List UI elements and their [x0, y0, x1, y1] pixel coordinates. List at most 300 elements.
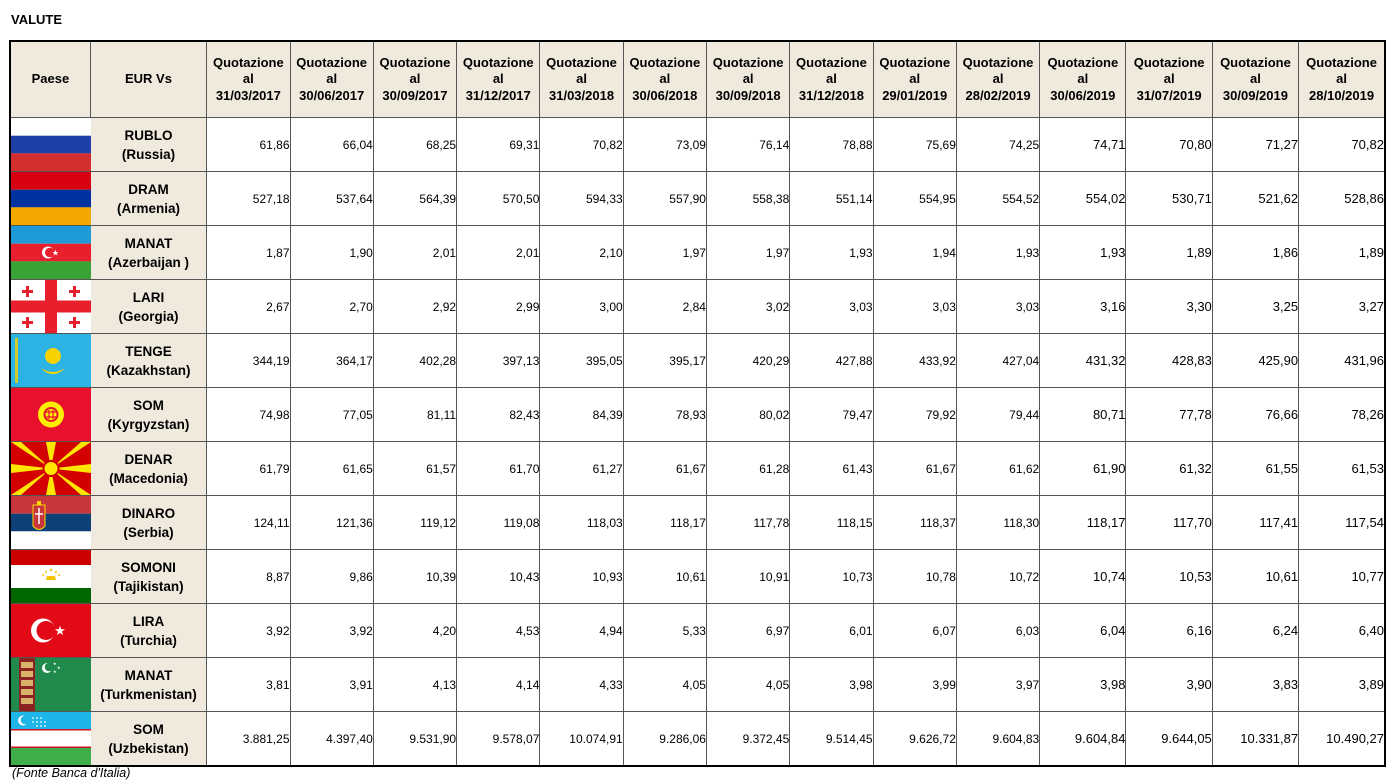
rate-cell: 3,30 — [1126, 280, 1212, 334]
currency-cell — [90, 388, 206, 442]
rate-cell: 402,28 — [373, 334, 456, 388]
rate-cell: 6,97 — [706, 604, 789, 658]
rate-cell: 1,97 — [623, 226, 706, 280]
rate-cell: 74,71 — [1040, 118, 1126, 172]
rate-cell: 427,88 — [790, 334, 873, 388]
rate-cell: 10,39 — [373, 550, 456, 604]
rate-cell: 2,99 — [457, 280, 540, 334]
rate-cell: 3,92 — [207, 604, 290, 658]
column-header-quote — [1299, 41, 1385, 118]
rate-cell: 61,67 — [873, 442, 956, 496]
rate-cell: 77,78 — [1126, 388, 1212, 442]
quote-header-date: 31/12/2018 — [798, 87, 864, 103]
quote-header-line: Quotazione — [629, 54, 701, 70]
column-header-quote — [457, 41, 540, 118]
rate-cell: 10,72 — [956, 550, 1039, 604]
quote-header-line: al — [992, 71, 1004, 87]
rate-cell: 4,33 — [540, 658, 623, 712]
quote-header-date: 30/09/2017 — [382, 87, 448, 103]
quote-header-date: 29/01/2019 — [882, 87, 948, 103]
country-name: (Georgia) — [118, 308, 179, 324]
quote-header-date: 30/06/2018 — [632, 87, 698, 103]
svg-text:★: ★ — [57, 665, 61, 670]
rate-cell: 9,86 — [290, 550, 373, 604]
rate-cell: 6,16 — [1126, 604, 1212, 658]
quote-header-line: Quotazione — [1220, 54, 1291, 70]
rate-cell: 61,67 — [623, 442, 706, 496]
flag-cell — [10, 334, 90, 388]
rate-cell: 5,33 — [623, 604, 706, 658]
currency-name: MANAT — [124, 667, 173, 683]
source-note: (Fonte Banca d'Italia) — [12, 766, 131, 780]
country-name: (Armenia) — [116, 200, 180, 216]
rate-cell: 3,25 — [1212, 280, 1298, 334]
rate-cell: 61,43 — [790, 442, 873, 496]
column-header-quote — [790, 41, 873, 118]
rate-cell: 6,04 — [1040, 604, 1126, 658]
rate-cell: 10,77 — [1299, 550, 1385, 604]
rate-cell: 2,01 — [373, 226, 456, 280]
rate-cell: 61,70 — [457, 442, 540, 496]
armenia-flag-icon — [11, 172, 91, 225]
currency-name: TENGE — [125, 343, 172, 359]
currency-cell — [90, 172, 206, 226]
rate-cell: 82,43 — [457, 388, 540, 442]
rate-cell: 4,20 — [373, 604, 456, 658]
svg-text:★: ★ — [53, 669, 57, 674]
rate-cell: 10.074,91 — [540, 712, 623, 767]
table-row — [10, 658, 1385, 712]
rate-cell: 74,25 — [956, 118, 1039, 172]
table-row — [10, 442, 1385, 496]
rate-cell: 1,93 — [790, 226, 873, 280]
quote-header-date: 30/09/2019 — [1222, 87, 1288, 103]
rate-cell: 117,41 — [1212, 496, 1298, 550]
rate-cell: 4,53 — [457, 604, 540, 658]
quote-header-line: al — [742, 71, 754, 87]
rate-cell: 66,04 — [290, 118, 373, 172]
table-row — [10, 118, 1385, 172]
rate-cell: 395,17 — [623, 334, 706, 388]
rate-cell: 2,92 — [373, 280, 456, 334]
uzbekistan-flag-icon — [11, 712, 91, 765]
rate-cell: 3,81 — [207, 658, 290, 712]
rate-cell: 3,16 — [1040, 280, 1126, 334]
rate-cell: 79,92 — [873, 388, 956, 442]
rate-cell: 1,97 — [706, 226, 789, 280]
rate-cell: 425,90 — [1212, 334, 1298, 388]
country-name: (Russia) — [121, 146, 176, 162]
rate-cell: 10,43 — [457, 550, 540, 604]
rate-cell: 3,03 — [873, 280, 956, 334]
rate-cell: 69,31 — [457, 118, 540, 172]
currency-name: LIRA — [132, 613, 165, 629]
column-header-country: Paese — [10, 41, 90, 118]
currency-cell — [90, 442, 206, 496]
rate-cell: 119,08 — [457, 496, 540, 550]
rate-cell: 78,26 — [1299, 388, 1385, 442]
column-header-quote — [1040, 41, 1126, 118]
country-name: (Kazakhstan) — [106, 362, 191, 378]
column-header-quote — [623, 41, 706, 118]
rate-cell: 3,98 — [790, 658, 873, 712]
flag-cell — [10, 658, 90, 712]
column-header-quote — [706, 41, 789, 118]
svg-text:★: ★ — [54, 624, 66, 639]
currency-cell — [90, 118, 206, 172]
rate-cell: 118,15 — [790, 496, 873, 550]
rate-cell: 84,39 — [540, 388, 623, 442]
rate-cell: 431,96 — [1299, 334, 1385, 388]
quote-header-line: Quotazione — [546, 54, 617, 70]
currency-name: SOMONI — [121, 559, 176, 575]
serbia-flag-icon — [11, 496, 91, 549]
quote-header-line: al — [826, 71, 837, 87]
rate-cell: 521,62 — [1212, 172, 1298, 226]
rate-cell: 9.531,90 — [373, 712, 456, 767]
quote-header-line: Quotazione — [712, 54, 784, 70]
rate-cell: 537,64 — [290, 172, 373, 226]
country-name: (Uzbekistan) — [108, 740, 189, 756]
rate-cell: 4,14 — [457, 658, 540, 712]
rate-cell: 3,00 — [540, 280, 623, 334]
rate-cell: 6,40 — [1299, 604, 1385, 658]
currency-cell — [90, 334, 206, 388]
flag-cell — [10, 280, 90, 334]
currency-name: DRAM — [128, 181, 169, 197]
rate-cell: 61,53 — [1299, 442, 1385, 496]
flag-cell — [10, 226, 90, 280]
country-name: (Turchia) — [120, 632, 177, 648]
svg-text:★: ★ — [51, 248, 60, 258]
turkey-flag-icon — [11, 604, 91, 657]
rate-cell: 118,03 — [540, 496, 623, 550]
rate-cell: 3,98 — [1040, 658, 1126, 712]
rate-cell: 1,93 — [1040, 226, 1126, 280]
rate-cell: 118,17 — [1040, 496, 1126, 550]
table-row — [10, 496, 1385, 550]
rate-cell: 10,61 — [1212, 550, 1298, 604]
quote-header-line: al — [1077, 71, 1089, 87]
quote-header-line: Quotazione — [796, 54, 867, 70]
rate-cell: 3,27 — [1299, 280, 1385, 334]
rate-cell: 570,50 — [457, 172, 540, 226]
rate-cell: 10,91 — [706, 550, 789, 604]
rate-cell: 61,62 — [956, 442, 1039, 496]
table-row — [10, 388, 1385, 442]
currency-name: LARI — [132, 289, 165, 305]
rate-cell: 9.372,45 — [706, 712, 789, 767]
quote-header-line: Quotazione — [879, 54, 951, 70]
rate-cell: 1,89 — [1126, 226, 1212, 280]
currency-name: SOM — [133, 721, 164, 737]
rate-cell: 431,32 — [1040, 334, 1126, 388]
rate-cell: 10.490,27 — [1299, 712, 1385, 767]
currency-cell — [90, 496, 206, 550]
column-header-quote — [207, 41, 290, 118]
rate-cell: 2,67 — [207, 280, 290, 334]
rate-cell: 4,13 — [373, 658, 456, 712]
quote-header-date: 28/02/2019 — [965, 87, 1031, 103]
rate-cell: 528,86 — [1299, 172, 1385, 226]
rate-cell: 2,10 — [540, 226, 623, 280]
country-name: (Turkmenistan) — [100, 686, 197, 702]
rate-cell: 10.331,87 — [1212, 712, 1298, 767]
rate-cell: 1,87 — [207, 226, 290, 280]
rate-cell: 118,17 — [623, 496, 706, 550]
quote-header-date: 30/06/2017 — [299, 87, 365, 103]
rate-cell: 61,86 — [207, 118, 290, 172]
rate-cell: 3,03 — [956, 280, 1039, 334]
rate-cell: 397,13 — [457, 334, 540, 388]
table-row — [10, 550, 1385, 604]
country-name: (Kyrgyzstan) — [107, 416, 190, 432]
rate-cell: 70,82 — [1299, 118, 1385, 172]
rate-cell: 3,99 — [873, 658, 956, 712]
rate-cell: 117,78 — [706, 496, 789, 550]
rate-cell: 118,30 — [956, 496, 1039, 550]
quote-header-line: Quotazione — [1047, 54, 1119, 70]
page-title: VALUTE — [11, 12, 63, 27]
quote-header-line: Quotazione — [962, 54, 1034, 70]
rate-cell: 4.397,40 — [290, 712, 373, 767]
currency-cell — [90, 604, 206, 658]
rate-cell: 118,37 — [873, 496, 956, 550]
rate-cell: 77,05 — [290, 388, 373, 442]
rate-cell: 3,83 — [1212, 658, 1298, 712]
rate-cell: 9.604,84 — [1040, 712, 1126, 767]
column-header-quote — [540, 41, 623, 118]
quote-header-line: Quotazione — [212, 54, 284, 70]
rate-cell: 6,01 — [790, 604, 873, 658]
rate-cell: 9.578,07 — [457, 712, 540, 767]
turkmenistan-flag-icon — [11, 658, 91, 711]
rate-cell: 10,73 — [790, 550, 873, 604]
column-header-currency: EUR Vs — [90, 41, 206, 118]
kyrgyzstan-flag-icon — [11, 388, 91, 441]
rate-cell: 9.644,05 — [1126, 712, 1212, 767]
rate-cell: 10,74 — [1040, 550, 1126, 604]
rate-cell: 75,69 — [873, 118, 956, 172]
kazakhstan-flag-icon — [11, 334, 91, 387]
rate-cell: 564,39 — [373, 172, 456, 226]
rate-cell: 4,05 — [623, 658, 706, 712]
rate-cell: 10,53 — [1126, 550, 1212, 604]
rate-cell: 6,24 — [1212, 604, 1298, 658]
table-row — [10, 334, 1385, 388]
quote-header-line: al — [909, 71, 921, 87]
rate-cell: 3,02 — [706, 280, 789, 334]
quote-header-line: Quotazione — [379, 54, 451, 70]
quote-header-line: al — [1336, 71, 1347, 87]
quote-header-line: Quotazione — [1306, 54, 1377, 70]
rate-cell: 3,91 — [290, 658, 373, 712]
currency-cell — [90, 712, 206, 767]
rate-cell: 2,70 — [290, 280, 373, 334]
rate-cell: 10,78 — [873, 550, 956, 604]
rate-cell: 61,79 — [207, 442, 290, 496]
column-header-quote — [290, 41, 373, 118]
quote-header-line: al — [659, 71, 671, 87]
rate-cell: 551,14 — [790, 172, 873, 226]
header-row — [10, 41, 1385, 118]
rate-cell: 557,90 — [623, 172, 706, 226]
column-header-quote — [873, 41, 956, 118]
azerbaijan-flag-icon — [11, 226, 91, 279]
currency-name: SOM — [133, 397, 164, 413]
macedonia-flag-icon — [11, 442, 91, 495]
rate-cell: 8,87 — [207, 550, 290, 604]
georgia-flag-icon — [11, 280, 91, 333]
rate-cell: 2,01 — [457, 226, 540, 280]
flag-cell — [10, 496, 90, 550]
russia-flag-icon — [11, 118, 91, 171]
rate-cell: 80,02 — [706, 388, 789, 442]
flag-cell — [10, 604, 90, 658]
rate-cell: 61,57 — [373, 442, 456, 496]
rate-cell: 78,88 — [790, 118, 873, 172]
rate-cell: 554,52 — [956, 172, 1039, 226]
flag-cell — [10, 712, 90, 767]
flag-cell — [10, 550, 90, 604]
country-name: (Tajikistan) — [113, 578, 184, 594]
country-name: (Azerbaijan ) — [107, 254, 189, 270]
rate-cell: 1,93 — [956, 226, 1039, 280]
rate-cell: 3.881,25 — [207, 712, 290, 767]
rate-cell: 428,83 — [1126, 334, 1212, 388]
rate-cell: 76,14 — [706, 118, 789, 172]
quote-header-line: Quotazione — [1133, 54, 1205, 70]
quote-header-line: al — [326, 71, 338, 87]
rate-cell: 70,80 — [1126, 118, 1212, 172]
rate-cell: 61,32 — [1126, 442, 1212, 496]
table-row — [10, 226, 1385, 280]
rate-cell: 78,93 — [623, 388, 706, 442]
rate-cell: 9.626,72 — [873, 712, 956, 767]
rate-cell: 594,33 — [540, 172, 623, 226]
rate-cell: 117,54 — [1299, 496, 1385, 550]
rate-cell: 74,98 — [207, 388, 290, 442]
flag-cell — [10, 442, 90, 496]
quote-header-date: 31/03/2017 — [215, 87, 281, 103]
table-row — [10, 712, 1385, 767]
rate-cell: 558,38 — [706, 172, 789, 226]
currency-name: MANAT — [124, 235, 173, 251]
quote-header-date: 30/09/2018 — [715, 87, 781, 103]
rate-cell: 395,05 — [540, 334, 623, 388]
rate-cell: 81,11 — [373, 388, 456, 442]
currency-name: DINARO — [121, 505, 176, 521]
rate-cell: 427,04 — [956, 334, 1039, 388]
country-name: (Serbia) — [123, 524, 174, 540]
rate-cell: 124,11 — [207, 496, 290, 550]
quote-header-line: al — [409, 71, 421, 87]
table-row — [10, 172, 1385, 226]
quote-header-line: al — [492, 71, 504, 87]
rate-cell: 420,29 — [706, 334, 789, 388]
rate-cell: 527,18 — [207, 172, 290, 226]
tajikistan-flag-icon — [11, 550, 91, 603]
rate-cell: 364,17 — [290, 334, 373, 388]
quote-header-line: al — [242, 71, 254, 87]
rate-cell: 10,61 — [623, 550, 706, 604]
rate-cell: 61,90 — [1040, 442, 1126, 496]
rate-cell: 6,03 — [956, 604, 1039, 658]
rate-cell: 3,03 — [790, 280, 873, 334]
flag-cell — [10, 388, 90, 442]
quote-header-line: al — [1163, 71, 1175, 87]
column-header-quote — [1212, 41, 1298, 118]
rate-cell: 76,66 — [1212, 388, 1298, 442]
rate-cell: 433,92 — [873, 334, 956, 388]
currency-cell — [90, 280, 206, 334]
rate-cell: 9.514,45 — [790, 712, 873, 767]
rate-cell: 80,71 — [1040, 388, 1126, 442]
rate-cell: 530,71 — [1126, 172, 1212, 226]
rate-cell: 79,44 — [956, 388, 1039, 442]
table-row — [10, 280, 1385, 334]
flag-cell — [10, 172, 90, 226]
rate-cell: 70,82 — [540, 118, 623, 172]
rate-cell: 554,95 — [873, 172, 956, 226]
rate-cell: 79,47 — [790, 388, 873, 442]
rate-cell: 4,05 — [706, 658, 789, 712]
rate-cell: 1,86 — [1212, 226, 1298, 280]
rate-cell: 3,90 — [1126, 658, 1212, 712]
rate-cell: 121,36 — [290, 496, 373, 550]
rate-cell: 61,28 — [706, 442, 789, 496]
currency-name: DENAR — [124, 451, 173, 467]
column-header-quote — [956, 41, 1039, 118]
flag-cell — [10, 118, 90, 172]
quote-header-line: al — [576, 71, 587, 87]
svg-text:★: ★ — [53, 661, 57, 666]
exchange-rates-table — [9, 40, 1386, 767]
column-header-quote — [373, 41, 456, 118]
currency-cell — [90, 226, 206, 280]
quote-header-date: 28/10/2019 — [1309, 87, 1375, 103]
rate-cell: 3,89 — [1299, 658, 1385, 712]
country-name: (Macedonia) — [109, 470, 188, 486]
rate-cell: 117,70 — [1126, 496, 1212, 550]
quote-header-date: 31/03/2018 — [549, 87, 615, 103]
rate-cell: 4,94 — [540, 604, 623, 658]
rate-cell: 1,90 — [290, 226, 373, 280]
rate-cell: 119,12 — [373, 496, 456, 550]
quote-header-line: Quotazione — [296, 54, 368, 70]
currency-cell — [90, 550, 206, 604]
rate-cell: 71,27 — [1212, 118, 1298, 172]
rate-cell: 61,27 — [540, 442, 623, 496]
rate-cell: 3,97 — [956, 658, 1039, 712]
rate-cell: 344,19 — [207, 334, 290, 388]
rate-cell: 61,65 — [290, 442, 373, 496]
rate-cell: 6,07 — [873, 604, 956, 658]
rate-cell: 2,84 — [623, 280, 706, 334]
rate-cell: 10,93 — [540, 550, 623, 604]
currency-name: RUBLO — [124, 127, 173, 143]
table-row — [10, 604, 1385, 658]
quote-header-date: 31/07/2019 — [1136, 87, 1202, 103]
quote-header-line: al — [1250, 71, 1261, 87]
quote-header-line: Quotazione — [462, 54, 534, 70]
rate-cell: 73,09 — [623, 118, 706, 172]
currency-cell — [90, 658, 206, 712]
quote-header-date: 30/06/2019 — [1050, 87, 1116, 103]
rate-cell: 9.604,83 — [956, 712, 1039, 767]
column-header-quote — [1126, 41, 1212, 118]
rate-cell: 3,92 — [290, 604, 373, 658]
